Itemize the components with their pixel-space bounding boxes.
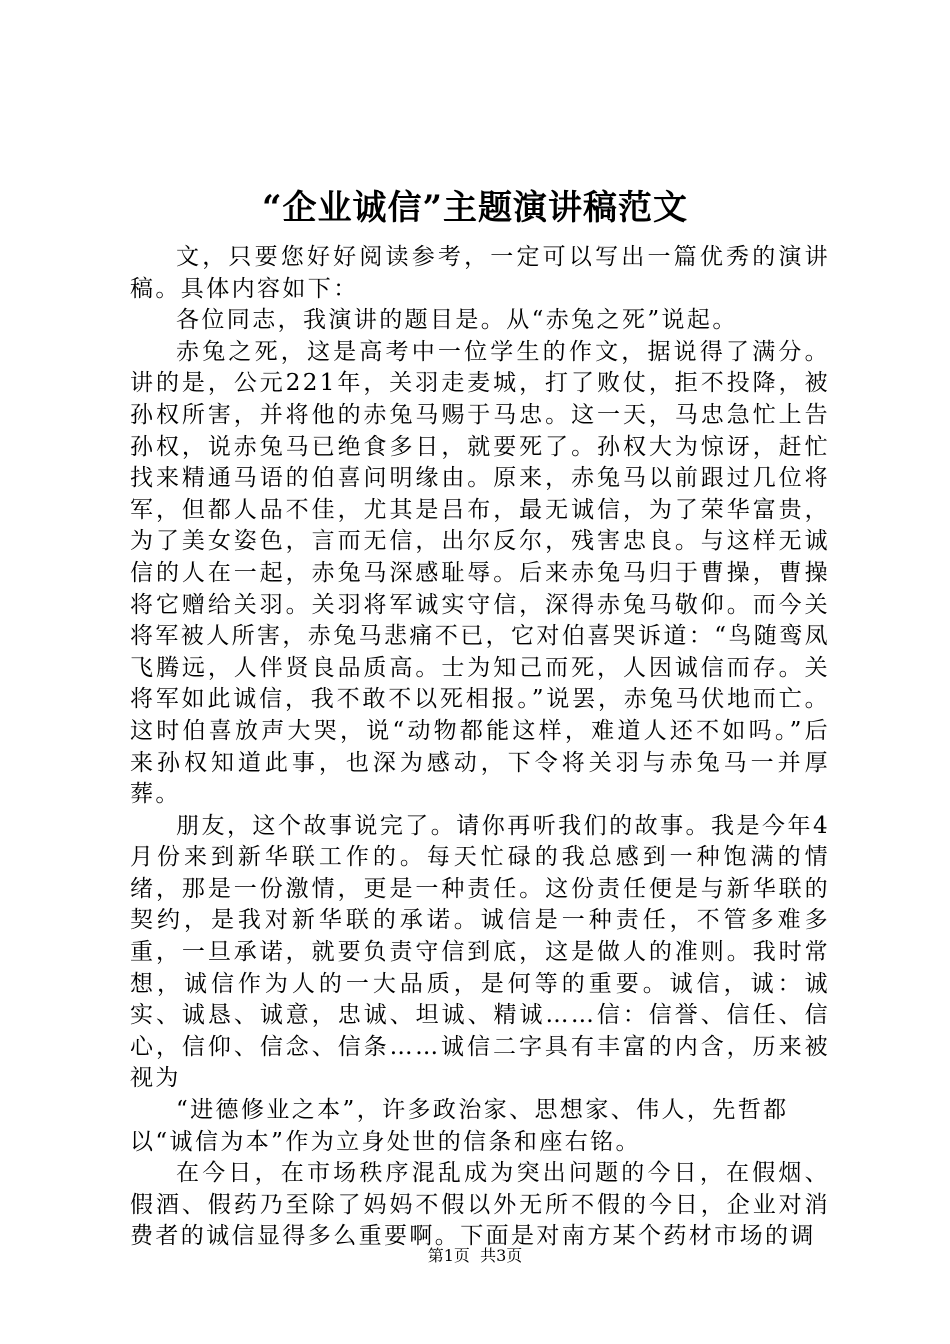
- body-paragraph: 赤兔之死，这是高考中一位学生的作文，据说得了满分。讲的是，公元221年，关羽走麦城，打了败仗，拒不投降，被孙权所害，并将他的赤兔马赐于马忠。这一天，马忠急忙上告孙权，说赤兔马已绝食多日，就要死了。孙权大为惊讶，赶忙找来精通马语的伯喜问明缘由。原来，赤兔马以前跟过几位将军，但都人品不佳，尤其是吕布，最无诚信，为了荣华富贵，为了美女姿色，言而无信，出尔反尔，残害忠良。与这样无诚信的人在一起，赤兔马深感耻辱。后来赤兔马归于曹操，曹操将它赠给关羽。关羽将军诚实守信，深得赤兔马敬仰。而今关将军被人所害，赤兔马悲痛不已，它对伯喜哭诉道：“鸟随鸾凤飞腾远，人伴贤良品质高。士为知己而死，人因诚信而存。关将军如此诚信，我不敢不以死相报。”说罢，赤兔马伏地而亡。这时伯喜放声大哭，说“动物都能这样，难道人还不如吗。”后来孙权知道此事，也深为感动，下令将关羽与赤兔马一并厚葬。: [130, 338, 830, 808]
- body-paragraph: 各位同志，我演讲的题目是。从“赤兔之死”说起。: [176, 307, 738, 334]
- body-paragraph: 在今日，在市场秩序混乱成为突出问题的今日，在假烟、假酒、假药乃至除了妈妈不假以外无所不假的今日，企业对消费者的诚信显得多么重要啊。下面是对南方某个药材市场的调: [130, 1160, 830, 1250]
- body-paragraph: 文，只要您好好阅读参考，一定可以写出一篇优秀的演讲稿。具体内容如下：: [130, 244, 830, 302]
- page-total-label: 共3页: [480, 1246, 523, 1265]
- body-quote-line: “进德修业之本”，许多政治家、思想家、伟人，先哲都: [176, 1097, 789, 1124]
- document-title: “企业诚信”主题演讲稿范文: [261, 188, 689, 228]
- page-number-label: 第1页: [427, 1246, 470, 1265]
- page-footer: [0, 1244, 950, 1268]
- body-paragraph-continued: 以“诚信为本”作为立身处世的信条和座右铭。: [130, 1128, 641, 1155]
- body-paragraph: 朋友，这个故事说完了。请你再听我们的故事。我是今年4月份来到新华联工作的。每天忙碌的我总感到一种饱满的情绪，那是一份激情，更是一种责任。这份责任便是与新华联的契约，是我对新华联的承诺。诚信是一种责任，不管多难多重，一旦承诺，就要负责守信到底，这是做人的准则。我时常想，诚信作为人的一大品质，是何等的重要。诚信，诚：诚实、诚恳、诚意，忠诚、坦诚、精诚……信：信誉、信任、信心，信仰、信念、信条……诚信二字具有丰富的内含，历来被视为: [130, 812, 830, 1092]
- document-body: [130, 242, 830, 1253]
